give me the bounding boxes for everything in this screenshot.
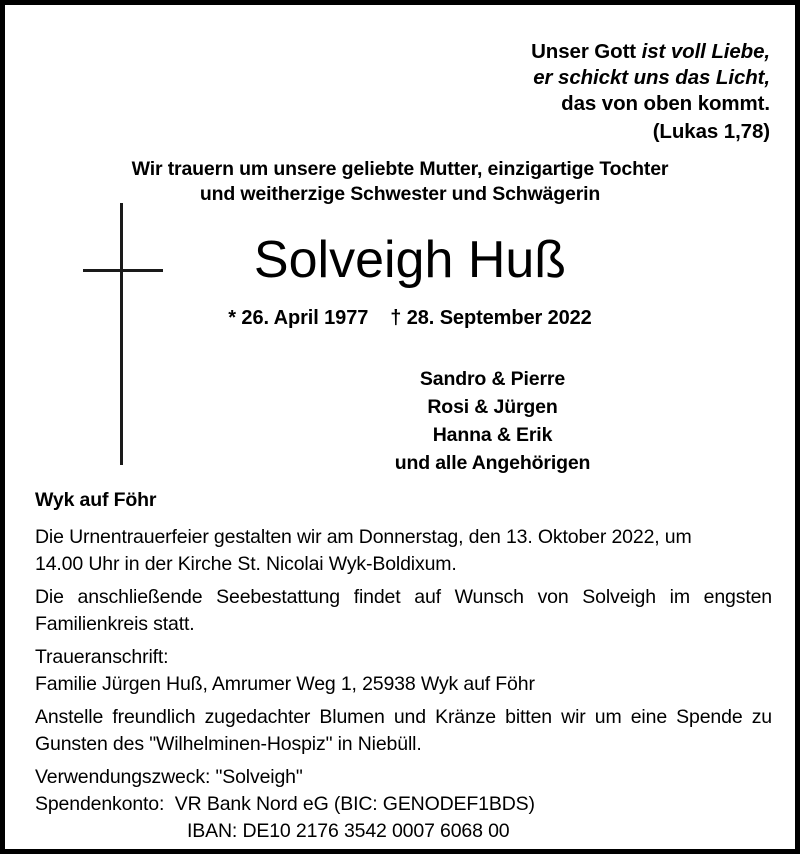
mourner-line-3: Hanna & Erik [432, 424, 553, 446]
birth-date: * 26. April 1977 [228, 307, 369, 329]
cross-horizontal-bar [83, 269, 163, 272]
quote-source: (Lukas 1,78) [652, 120, 770, 143]
notice-inner [5, 5, 795, 849]
quote-line-1-upright: Unser Gott [531, 40, 642, 63]
donation-paragraph: Anstelle freundlich zugedachter Blumen und Kränze bitten wir um eine Spende zu Gunsten des "Wilhelminen-Hospiz" in Niebüll. [35, 706, 772, 755]
quote-line-3: das von oben kommt. [561, 92, 770, 115]
details-block [35, 524, 772, 845]
account-line: Spendenkonto: VR Bank Nord eG (BIC: GENODEF1BDS) [35, 793, 535, 815]
cross-vertical-bar [120, 203, 123, 465]
mourner-line-2: Rosi & Jürgen [427, 396, 558, 418]
mourning-intro [35, 157, 765, 207]
address-value: Familie Jürgen Huß, Amrumer Weg 1, 25938 Wyk auf Föhr [35, 673, 535, 695]
place-name: Wyk auf Föhr [35, 489, 157, 511]
address-label: Traueranschrift: [35, 646, 169, 668]
deceased-name: Solveigh Huß [253, 231, 567, 289]
mourner-line-4: und alle Angehörigen [394, 452, 591, 474]
quote-line-2: er schickt uns das Licht, [533, 66, 770, 89]
scripture-quote [430, 39, 770, 145]
address-paragraph [35, 644, 772, 698]
quote-line-1 [430, 39, 770, 65]
bank-details [35, 764, 772, 845]
burial-paragraph: Die anschließende Seebestattung findet auf Wunsch von Solveigh im engsten Familienkreis statt. [35, 586, 772, 635]
intro-line-2: und weitherzige Schwester und Schwägerin [199, 183, 601, 205]
purpose-line: Verwendungszweck: "Solveigh" [35, 766, 303, 788]
quote-line-1-italic: ist voll Liebe, [641, 40, 770, 63]
death-date: † 28. September 2022 [390, 307, 592, 329]
mourners-list [285, 365, 700, 477]
intro-line-1: Wir trauern um unsere geliebte Mutter, einzigartige Tochter [131, 158, 669, 180]
mourner-line-1: Sandro & Pierre [419, 368, 566, 390]
iban-line: IBAN: DE10 2176 3542 0007 6068 00 [187, 820, 510, 842]
ceremony-line-1: Die Urnentrauerfeier gestalten wir am Donnerstag, den 13. Oktober 2022, um [35, 526, 692, 548]
cross-icon [83, 203, 163, 465]
life-dates [175, 306, 645, 330]
ceremony-line-2: 14.00 Uhr in der Kirche St. Nicolai Wyk-Boldixum. [35, 553, 457, 575]
ceremony-paragraph [35, 524, 772, 578]
